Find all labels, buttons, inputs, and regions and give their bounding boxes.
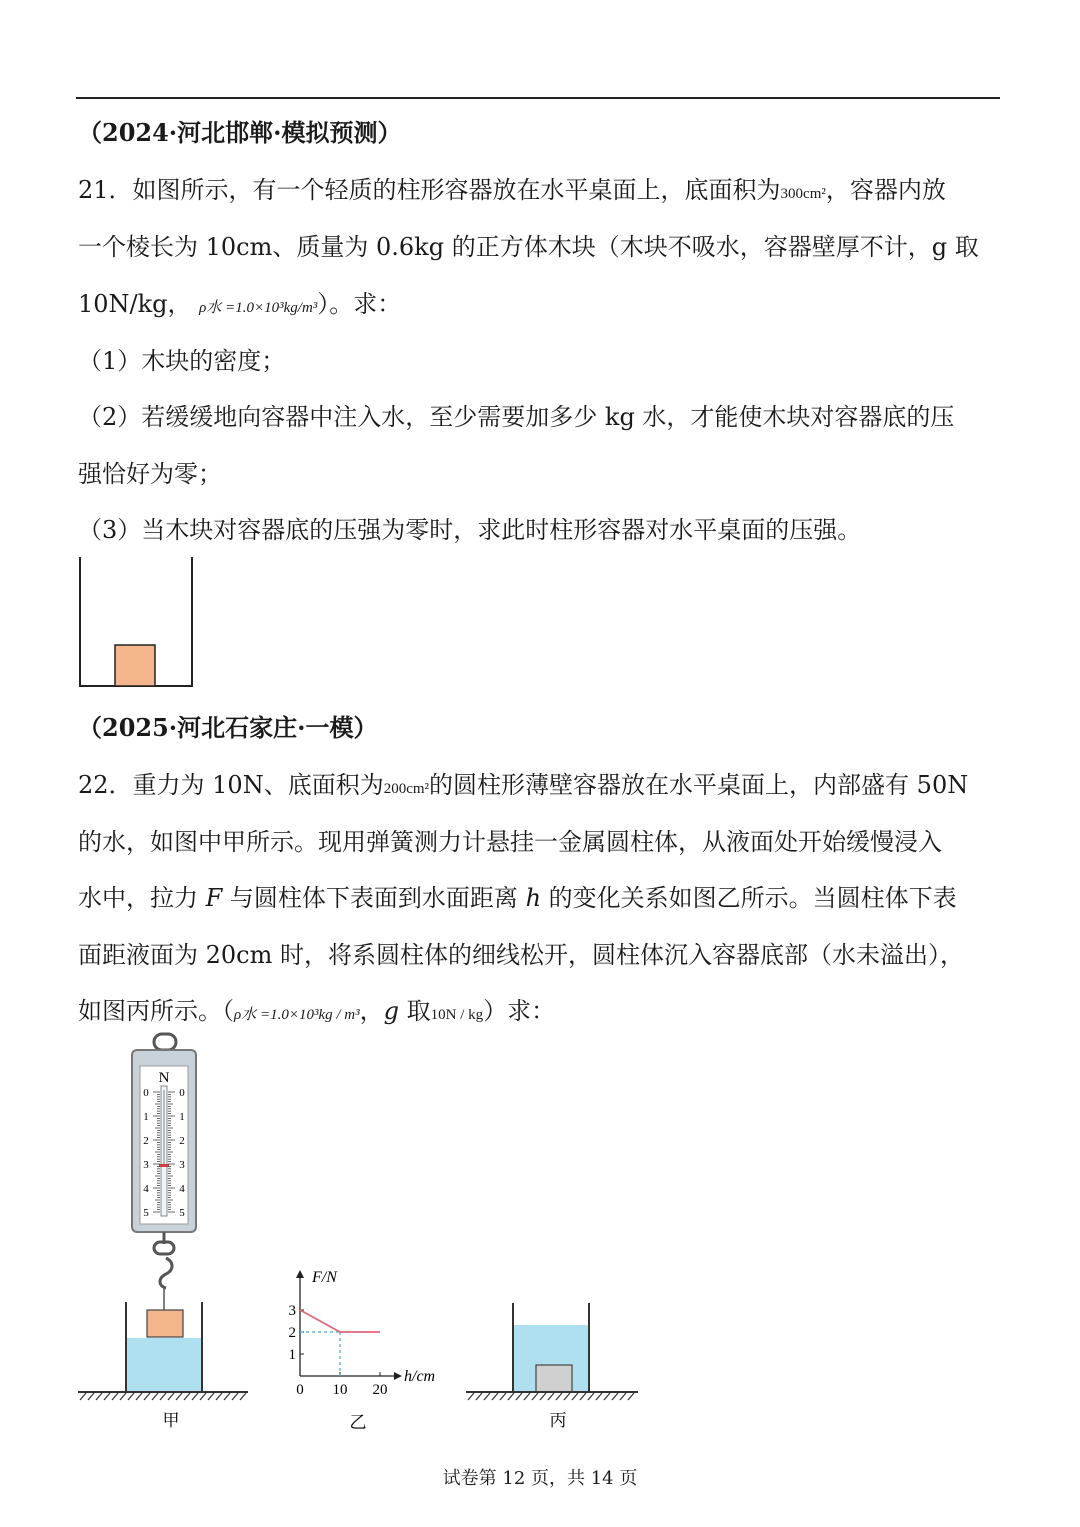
source-label-q22: （2025·河北石家庄·一模） <box>78 713 378 742</box>
scale-pointer <box>159 1164 169 1167</box>
wood-block <box>115 645 155 686</box>
scale-tick-right: 3 <box>179 1159 185 1171</box>
q21-line-2: 一个棱长为 10cm、质量为 0.6kg 的正方体木块（木块不吸水，容器壁厚不计，g 取 <box>78 233 979 261</box>
scale-tick-right: 4 <box>179 1183 185 1195</box>
metal-cylinder-jia <box>147 1310 183 1337</box>
q22-line-2: 的水，如图中甲所示。现用弹簧测力计悬挂一金属圆柱体，从液面处开始缓慢浸入 <box>78 828 942 856</box>
scale-top-ring <box>154 1034 176 1050</box>
graph-ylabel: F/N <box>312 1269 337 1286</box>
graph-xtick: 0 <box>296 1382 304 1398</box>
graph-ytick: 2 <box>288 1325 296 1341</box>
scale-tick-left: 4 <box>143 1183 149 1195</box>
q22-line-5: 如图丙所示。（ρ水 =1.0×10³kg / m³，g 取10N / kg）求： <box>78 997 556 1025</box>
figure-bing <box>460 1295 645 1440</box>
caption-yi: 乙 <box>349 1413 367 1432</box>
figure-yi-graph <box>280 1262 450 1440</box>
figure-jia <box>74 1030 254 1440</box>
scale-tick-left: 1 <box>143 1111 149 1123</box>
header-rule <box>76 97 1000 99</box>
q21-rho: ρ水 =1.0×10³kg/m³ <box>199 300 318 316</box>
scale-tick-right: 2 <box>179 1135 185 1147</box>
scale-unit: N <box>158 1070 170 1086</box>
graph-xlabel: h/cm <box>404 1368 436 1385</box>
q21-line-3: 10N/kg， ρ水 =1.0×10³kg/m³）。求： <box>78 290 402 318</box>
graph-ytick: 1 <box>288 1347 296 1363</box>
graph-ytick: 3 <box>288 1303 296 1319</box>
q22-line-1: 22．重力为 10N、底面积为200cm²的圆柱形薄壁容器放在水平桌面上，内部盛有 50N <box>78 771 969 799</box>
q22-area: 200cm² <box>383 781 430 797</box>
caption-jia: 甲 <box>162 1411 180 1430</box>
q22-line-4: 面距液面为 20cm 时，将系圆柱体的细线松开，圆柱体沉入容器底部（水未溢出）， <box>78 941 964 969</box>
water-jia <box>126 1338 202 1392</box>
q21-line-1: 21．如图所示，有一个轻质的柱形容器放在水平桌面上，底面积为300cm²，容器内放 <box>78 176 946 204</box>
scale-hook <box>160 1258 172 1288</box>
caption-bing: 丙 <box>549 1411 567 1430</box>
scale-tick-left: 3 <box>143 1159 149 1171</box>
q22-rho: ρ水 =1.0×10³kg / m³ <box>234 1007 360 1023</box>
scale-tick-left: 2 <box>143 1135 149 1147</box>
q21-part-2b: 强恰好为零； <box>78 460 222 488</box>
graph-xtick: 10 <box>332 1382 348 1398</box>
q21-part-1: （1）木块的密度； <box>78 347 286 375</box>
series-F-line <box>300 1310 380 1332</box>
q21-part-2a: （2）若缓缓地向容器中注入水，至少需要加多少 kg 水，才能使木块对容器底的压 <box>78 403 955 431</box>
q22-line-3: 水中，拉力 F 与圆柱体下表面到水面距离 h 的变化关系如图乙所示。当圆柱体下表 <box>78 884 957 912</box>
scale-tick-left: 5 <box>143 1207 149 1219</box>
scale-tick-left: 0 <box>143 1087 149 1099</box>
metal-cylinder-bing <box>536 1365 572 1392</box>
graph-xtick: 20 <box>372 1382 388 1398</box>
scale-tick-right: 5 <box>179 1207 185 1219</box>
q21-container-figure <box>74 555 200 691</box>
source-label-q21: （2024·河北邯郸·模拟预测） <box>78 118 402 147</box>
q21-part-3: （3）当木块对容器底的压强为零时，求此时柱形容器对水平桌面的压强。 <box>78 516 862 544</box>
q21-area: 300cm² <box>780 186 826 202</box>
scale-tick-right: 1 <box>179 1111 185 1123</box>
scale-tick-right: 0 <box>179 1087 185 1099</box>
page-footer: 试卷第 12 页，共 14 页 <box>442 1468 638 1489</box>
